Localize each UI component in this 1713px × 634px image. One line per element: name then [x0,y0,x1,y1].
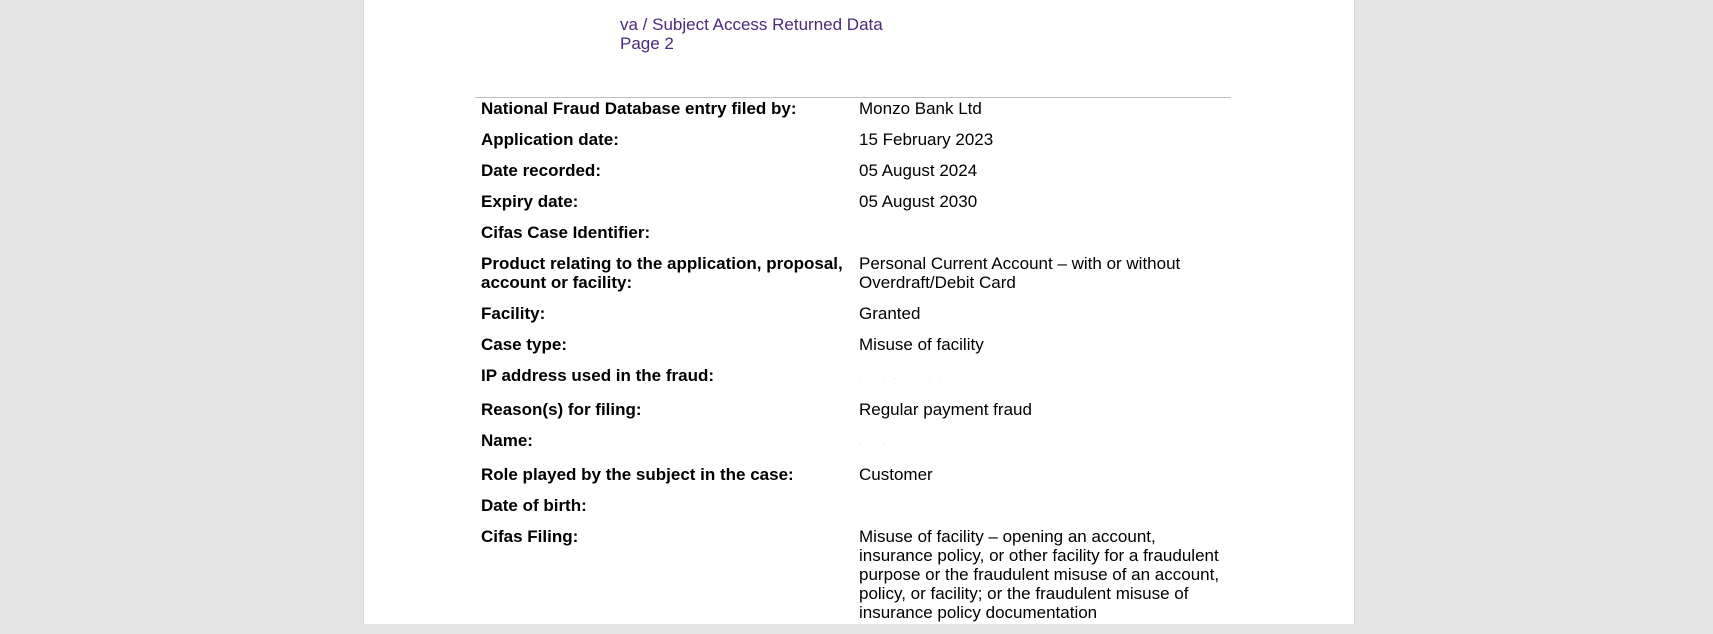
field-row-ip-address [481,366,1231,388]
field-label: Product relating to the application, proposal, account or facility: [481,254,843,292]
field-row-expiry-date [481,192,1231,211]
field-value: Customer [859,465,933,484]
field-value: Misuse of facility – opening an account, insurance policy, or other facility for a fraudulent purpose or the fraudulent misuse of an account, policy, or facility; or the fraudulent misuse of insurance policy documentation [859,527,1220,622]
field-label: Facility: [481,304,546,323]
field-value: Personal Current Account – with or without Overdraft/Debit Card [859,254,1181,292]
header-divider [475,97,1231,98]
field-label: Case type: [481,335,567,354]
field-label: Application date: [481,130,619,149]
field-value [859,223,1231,242]
field-row-date-recorded [481,161,1231,180]
page-number: Page 2 [620,34,674,53]
field-value: Monzo Bank Ltd [859,99,982,118]
field-row-product [481,254,1231,292]
field-value [859,496,1231,515]
field-label: Date of birth: [481,496,587,515]
field-value-redacted [859,366,1231,388]
field-value-redacted [859,431,1231,453]
field-label: National Fraud Database entry filed by: [481,99,797,118]
field-value: 05 August 2030 [859,192,978,211]
fields-table [481,99,1231,634]
field-row-facility [481,304,1231,323]
field-label: Role played by the subject in the case: [481,465,794,484]
field-value: Misuse of facility [859,335,984,354]
redacted-text: · · · · · · · · [859,373,946,383]
field-value: Granted [859,304,921,323]
field-label: Expiry date: [481,192,579,211]
document-header [620,15,920,53]
field-row-filed-by [481,99,1231,118]
field-row-date-of-birth [481,496,1231,515]
field-label: Date recorded: [481,161,601,180]
field-value: 05 August 2024 [859,161,978,180]
field-label: Cifas Case Identifier: [481,223,651,242]
redacted-text: · · · [859,438,888,448]
field-row-cifas-filing [481,527,1231,622]
field-label: Cifas Filing: [481,527,579,546]
field-value: 15 February 2023 [859,130,994,149]
field-row-case-identifier [481,223,1231,242]
field-value: Regular payment fraud [859,400,1032,419]
field-row-reasons [481,400,1231,419]
field-row-name [481,431,1231,453]
field-row-case-type [481,335,1231,354]
field-row-application-date [481,130,1231,149]
field-row-role [481,465,1231,484]
field-label: IP address used in the fraud: [481,366,715,385]
field-label: Name: [481,431,533,450]
field-label: Reason(s) for filing: [481,400,642,419]
header-breadcrumb: va / Subject Access Returned Data [620,15,883,34]
